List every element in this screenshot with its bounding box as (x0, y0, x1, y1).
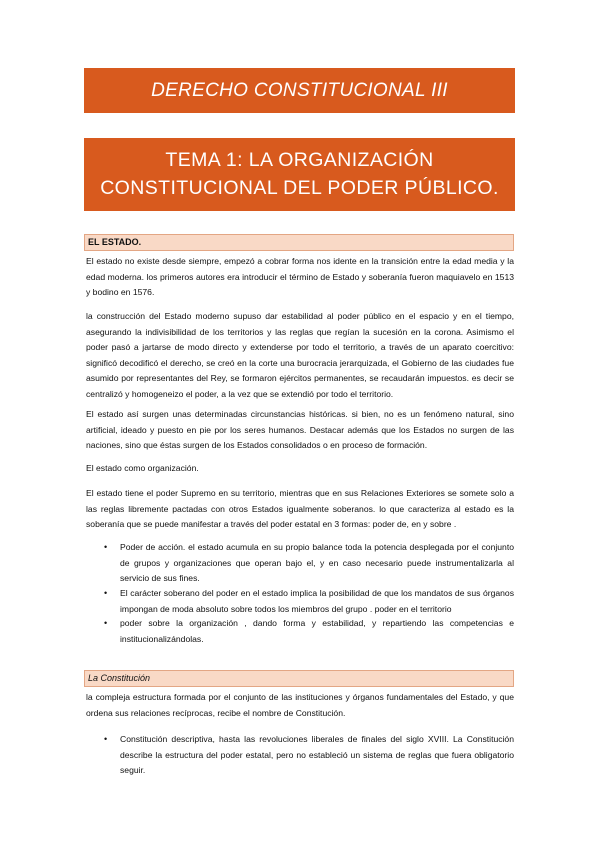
section-heading-constitucion: La Constitución (84, 670, 514, 687)
paragraph: El estado tiene el poder Supremo en su territorio, mientras que en sus Relaciones Exteriores se somete solo a las reglas libremente pactadas con otros Estados igualmente soberanos. lo que caracteriza al estado es la soberanía que se puede manifestar a través del poder estatal en 3 formas: poder de, en y sobre . (86, 488, 514, 529)
topic-title-line-2: CONSTITUCIONAL DEL PODER PÚBLICO. (100, 177, 499, 199)
topic-title-line-1: TEMA 1: LA ORGANIZACIÓN (165, 149, 434, 171)
bullet-icon: • (104, 542, 108, 552)
bullet-icon: • (104, 588, 108, 598)
list-item: poder sobre la organización , dando forma y estabilidad, y repartiendo las competencias e institucionalizándolas. (120, 618, 514, 644)
course-title: DERECHO CONSTITUCIONAL III (151, 80, 448, 101)
list-item: Poder de acción. el estado acumula en su propio balance toda la potencia desplegada por el conjunto de grupos y organizaciones que operan bajo el, y en caso necesario puede instrumentalizarla al servicio de sus fines. (120, 542, 514, 583)
paragraph: la construcción del Estado moderno supuso dar estabilidad al poder público en el espacio y en el tiempo, asegurando la indivisibilidad de los territorios y las reglas que regían la sucesión en la corona. Asimismo el poder pasó a jartarse de modo directo y extenderse por todo el territorio, a través de un aparato coercitivo: significó decodificó el derecho, se creó en la corte una burocracia jerarquizada, el Gobierno de las ciudades fue asumido por representantes del Rey, se formaron ejércitos permanentes, se recaudarán impuestos. es decir se centralizó y homogeneizo el poder, a la vez que se extendió por todo el territorio. (86, 311, 514, 399)
list-item: El carácter soberano del poder en el estado implica la posibilidad de que los mandatos de sus órganos impongan de moda absoluto sobre todos los miembros del grupo . poder en el territorio (120, 588, 514, 614)
paragraph: la compleja estructura formada por el conjunto de las instituciones y órganos fundamentales del Estado, y que ordena sus relaciones recíprocas, recibe el nombre de Constitución. (86, 692, 514, 718)
bullet-icon: • (104, 618, 108, 628)
list-item: Constitución descriptiva, hasta las revoluciones liberales de finales del siglo XVIII. La Constitución describe la estructura del poder estatal, pero no estableció un sistema de reglas que fuera obligatorio seguir. (120, 734, 514, 775)
bullet-icon: • (104, 734, 108, 744)
course-title-banner (84, 68, 515, 113)
paragraph: El estado así surgen unas determinadas circunstancias históricas. si bien, no es un fenómeno natural, sino artificial, ideado y puesto en pie por los seres humanos. Destacar además que los Estados no surgen de las naciones, sino que éstas surgen de los Estados consolidados o en proceso de formación. (86, 409, 514, 450)
topic-title-banner (84, 138, 515, 211)
section-heading-estado: EL ESTADO. (84, 234, 514, 251)
paragraph: El estado no existe desde siempre, empezó a cobrar forma nos idente en la transición entre la edad media y la edad moderna. los primeros autores era introducir el término de Estado y soberanía fueron maquiavelo en 1513 y bodino en 1576. (86, 256, 514, 297)
paragraph: El estado como organización. (86, 463, 199, 473)
